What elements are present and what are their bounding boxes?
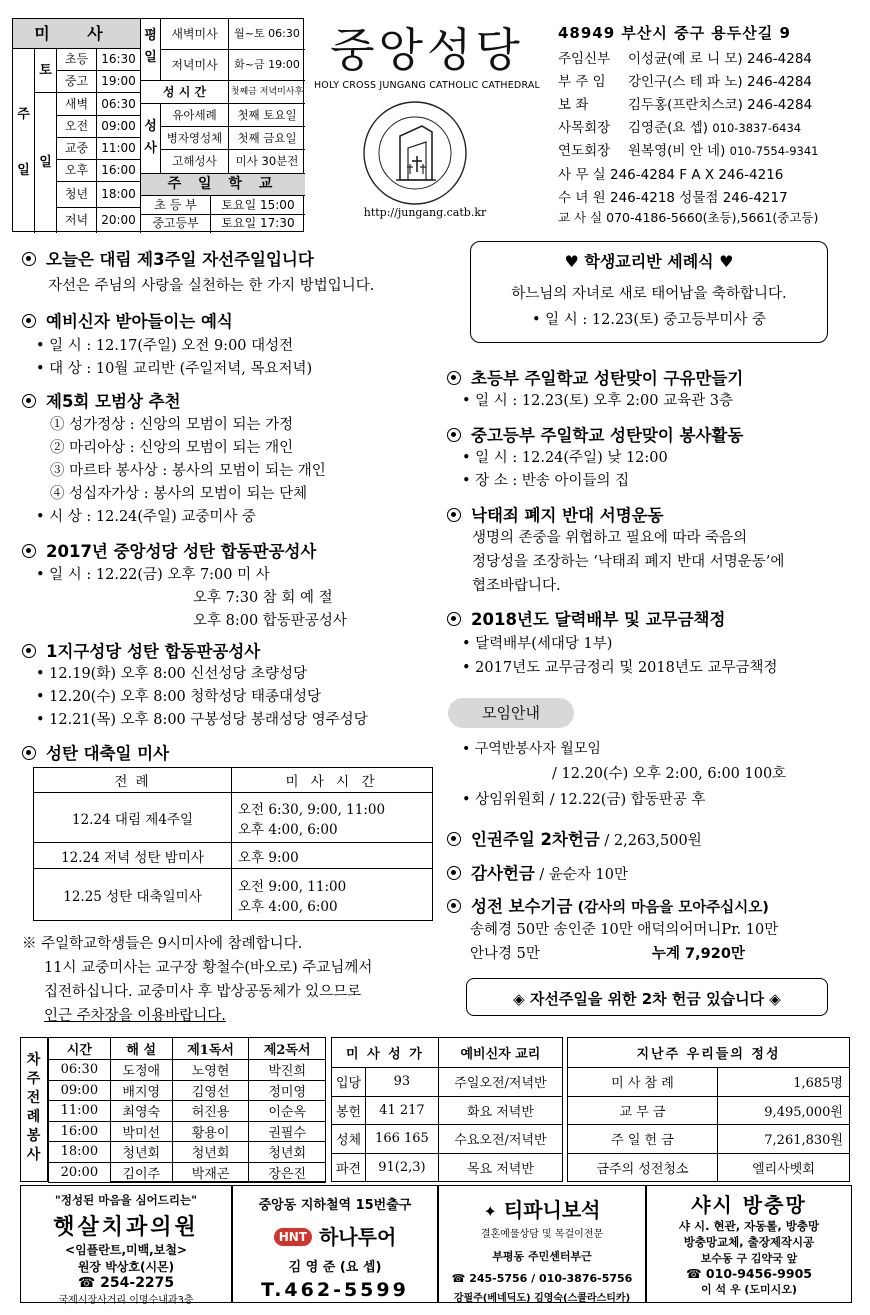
ad-line: 강필주(베네딕도) 김영숙(스콜라스티카) bbox=[453, 1293, 631, 1304]
church-english-name: HOLY CROSS JUNGANG CATHOLIC CATHEDRAL bbox=[313, 80, 541, 91]
sacrament-row-time: 첫째 금요일 bbox=[229, 127, 305, 150]
sec-catechumen-line: • 대 상 : 10월 교리반 (주일저녁, 목요저녁) bbox=[36, 361, 313, 377]
sunday-row-label: 교중 bbox=[57, 138, 97, 160]
sec-catechumen-title bbox=[22, 308, 233, 332]
sunday-row-label: 저녁 bbox=[57, 208, 97, 233]
staff-phone: 010-7554-9341 bbox=[729, 144, 819, 158]
section-title-text: 2017년 중앙성당 성탄 합동판공성사 bbox=[46, 542, 317, 561]
sacrament-vertical: 성 사 bbox=[141, 104, 161, 174]
sec-volunteer-title bbox=[447, 422, 743, 446]
sunday-row-time: 06:30 bbox=[97, 93, 141, 116]
sec-award-line: ① 성가정상 : 신앙의 모범이 되는 가정 bbox=[50, 417, 294, 433]
sunday-row-label: 오후 bbox=[57, 160, 97, 182]
sec-building-fund bbox=[447, 893, 769, 917]
section-title-text: 성전 보수기금 bbox=[471, 897, 573, 916]
sat-row-label: 초등 bbox=[57, 49, 97, 71]
ad-line: 국제시장사거리 이명수내과3층 bbox=[58, 1295, 194, 1306]
table-cell: 허진용 bbox=[172, 1101, 249, 1122]
staff-row bbox=[558, 93, 858, 113]
bullet-icon bbox=[447, 508, 461, 522]
sec-petition-line: 정당성을 조장하는 ‘낙태죄 폐지 반대 서명운동’에 bbox=[472, 554, 785, 570]
hnt-logo-icon: HNT bbox=[274, 1228, 312, 1246]
staff-role: 부 주 임 bbox=[558, 74, 606, 90]
sacrament-row-label: 유아세례 bbox=[161, 104, 229, 127]
table-cell: 금주의 성전청소 bbox=[568, 1153, 718, 1182]
table-cell: 박진희 bbox=[249, 1060, 326, 1081]
sec-district-line: • 12.21(목) 오후 8:00 구봉성당 봉래성당 영주성당 bbox=[36, 712, 368, 728]
table-cell: 청년회 bbox=[110, 1142, 172, 1163]
fund-line: 안나경 5만 bbox=[470, 946, 540, 962]
bullet-icon bbox=[22, 544, 36, 558]
table-cell: 청년회 bbox=[172, 1142, 249, 1163]
table-cell: 166 165 bbox=[366, 1125, 439, 1154]
sec-charity-sunday-body: 자선은 주님의 사랑을 실천하는 한 가지 방법입니다. bbox=[48, 278, 375, 294]
section-title-text: 오늘은 대림 제3주일 자선주일입니다 bbox=[46, 250, 314, 269]
ad-title: 햇살치과의원 bbox=[53, 1215, 199, 1240]
section-title-text: 인권주일 2차헌금 bbox=[471, 830, 600, 849]
bullet-icon bbox=[22, 746, 36, 760]
servers-table bbox=[48, 1037, 326, 1183]
bullet-icon bbox=[22, 394, 36, 408]
section-title-text: 중고등부 주일학교 성탄맞이 봉사활동 bbox=[471, 426, 744, 445]
mass-grid bbox=[12, 18, 304, 232]
table-cell: 봉헌 bbox=[332, 1096, 366, 1125]
sec-district-line: • 12.19(화) 오후 8:00 신선성당 초량성당 bbox=[36, 666, 308, 682]
ad-travel-logo bbox=[233, 1221, 437, 1250]
table-header: 제2독서 bbox=[249, 1038, 326, 1060]
section-value: / 윤순자 10만 bbox=[534, 867, 628, 883]
ad-line: 중앙동 지하철역 15번출구 bbox=[258, 1198, 412, 1213]
sec-calendar-line: • 달력배부(세대당 1부) bbox=[462, 636, 613, 652]
sacrament-row-time: 미사 30분전 bbox=[229, 150, 305, 174]
table-cell: 권필수 bbox=[249, 1121, 326, 1142]
table-cell: 06:30 bbox=[49, 1060, 111, 1081]
bullet-icon bbox=[22, 644, 36, 658]
meeting-info-label: 모임안내 bbox=[448, 698, 574, 728]
church-url-link[interactable]: http://jungang.catb.kr bbox=[363, 206, 487, 219]
sunday-school-elem-time: 토요일 15:00 bbox=[211, 196, 305, 215]
church-seal-icon bbox=[360, 98, 470, 208]
table-cell: 7,261,830원 bbox=[718, 1125, 850, 1154]
sat-row-time: 19:00 bbox=[97, 71, 141, 93]
time-line: 오전 9:00, 11:00 bbox=[238, 878, 347, 895]
ad-line: 방충망교체, 출장제작시공 bbox=[683, 1235, 815, 1249]
ad-title: 하나투어 bbox=[318, 1225, 397, 1249]
sacrament-row-label: 고해성사 bbox=[161, 150, 229, 174]
table-cell: 노영현 bbox=[172, 1060, 249, 1081]
holy-hour-value: 첫째금 저녁미사후 bbox=[229, 81, 305, 104]
sunday-school-title: 주 일 학 교 bbox=[141, 174, 305, 196]
church-name: 중앙성당 bbox=[330, 23, 524, 77]
sec-confession-line: • 일 시 : 12.22(금) 오후 7:00 미 사 bbox=[36, 567, 270, 583]
sec-confession-line: 오후 7:30 참 회 예 절 bbox=[193, 590, 333, 606]
ad-title: 티파니보석 bbox=[503, 1198, 601, 1222]
baptism-title: ♥ 학생교리반 세례식 ♥ bbox=[564, 252, 734, 271]
time-line: 오전 6:30, 9:00, 11:00 bbox=[238, 801, 386, 818]
sec-district-title bbox=[22, 638, 260, 662]
sec-volunteer-line: • 일 시 : 12.24(주일) 낮 12:00 bbox=[462, 450, 668, 466]
stats-table bbox=[567, 1037, 850, 1182]
office-contact-line: 수 녀 원 246-4218 성물점 246-4217 bbox=[558, 190, 788, 206]
servers-vertical-title: 차 주 전 례 봉 사 bbox=[20, 1037, 48, 1182]
sunday-school-mid-label: 중고등부 bbox=[141, 215, 211, 233]
sec-award-line: ④ 성십자가상 : 봉사의 모범이 되는 단체 bbox=[50, 486, 308, 502]
sec-catechumen-line: • 일 시 : 12.17(주일) 오전 9:00 대성전 bbox=[36, 338, 294, 354]
ad-jewelry bbox=[438, 1185, 646, 1303]
fund-line: 송혜경 50만 송인준 10만 애덕의어머니Pr. 10만 bbox=[470, 922, 779, 938]
table-header: 예비신자 교리 bbox=[438, 1038, 562, 1068]
note-line: 인근 주차장을 이용바랍니다. bbox=[44, 1008, 226, 1024]
ad-travel bbox=[232, 1185, 438, 1303]
staff-phone: 246-4284 bbox=[747, 74, 812, 90]
sunday-row-time: 20:00 bbox=[97, 208, 141, 233]
table-cell: 배지영 bbox=[110, 1080, 172, 1101]
table-header: 해 설 bbox=[110, 1038, 172, 1060]
table-cell: 도정애 bbox=[110, 1060, 172, 1081]
staff-name: 원복영(비 안 네) bbox=[628, 143, 726, 159]
table-cell: 교 무 금 bbox=[568, 1096, 718, 1125]
section-title-text: 낙태죄 폐지 반대 서명운동 bbox=[471, 506, 664, 525]
section-title-text: 감사헌금 bbox=[471, 864, 535, 883]
table-cell: 엘리사벳회 bbox=[718, 1153, 850, 1182]
table-cell: 김영선 bbox=[172, 1080, 249, 1101]
ad-line: 김 영 준 (요 셉) bbox=[288, 1260, 382, 1275]
sunday-row-label: 청년 bbox=[57, 182, 97, 208]
sec-petition-line: 협조바랍니다. bbox=[472, 578, 561, 594]
note-line: 집전하십니다. 교중미사 후 밥상공동체가 있으므로 bbox=[44, 984, 362, 1000]
sunday-school-mid-time: 토요일 17:30 bbox=[221, 216, 295, 230]
sec-confession-line: 오후 8:00 합동판공성사 bbox=[193, 613, 347, 629]
table-cell bbox=[232, 793, 433, 843]
bullet-icon bbox=[447, 832, 461, 846]
sec-crib-line: • 일 시 : 12.23(토) 오후 2:00 교육관 3층 bbox=[462, 393, 733, 409]
staff-row bbox=[558, 47, 858, 67]
sec-award-line: ② 마리아상 : 신앙의 모범이 되는 개인 bbox=[50, 440, 294, 456]
weekday-col: 평 일 bbox=[141, 19, 161, 81]
sec-thanks bbox=[447, 860, 628, 884]
bullet-icon bbox=[22, 252, 36, 266]
table-cell: 오후 9:00 bbox=[232, 843, 433, 869]
meeting-line: • 구역반봉사자 월모임 bbox=[462, 741, 601, 757]
choir-table bbox=[331, 1037, 563, 1182]
section-title-text: 예비신자 받아들이는 예식 bbox=[46, 312, 233, 331]
sec-crib-title bbox=[447, 365, 743, 389]
sec-christmas-title bbox=[22, 740, 169, 764]
table-cell: 12.25 성탄 대축일미사 bbox=[34, 869, 232, 921]
bullet-icon bbox=[447, 899, 461, 913]
time-line: 오후 4:00, 6:00 bbox=[238, 898, 338, 915]
table-cell bbox=[232, 869, 433, 921]
sec-confession-title bbox=[22, 538, 316, 562]
ad-jewelry-title bbox=[439, 1194, 645, 1223]
ad-line: "정성된 마음을 심어드리는" bbox=[54, 1193, 198, 1207]
table-cell: 1,685명 bbox=[718, 1068, 850, 1097]
sat-row-label: 중고 bbox=[57, 71, 97, 93]
sec-charity-sunday-title bbox=[22, 246, 314, 270]
bullet-icon bbox=[447, 866, 461, 880]
sunday-vertical-label: 주 일 bbox=[13, 49, 35, 233]
table-cell: 수요오전/저녁반 bbox=[438, 1125, 562, 1154]
table-cell: 목요 저녁반 bbox=[438, 1153, 562, 1182]
table-cell: 황용이 bbox=[172, 1121, 249, 1142]
sec-award-title bbox=[22, 388, 181, 412]
weekday-evening-label-cell: 저녁미사 bbox=[161, 50, 229, 81]
holy-hour-label: 성 시 간 bbox=[141, 81, 229, 104]
table-cell: 9,495,000원 bbox=[718, 1096, 850, 1125]
table-header: 시간 bbox=[49, 1038, 111, 1060]
table-cell: 91(2,3) bbox=[366, 1153, 439, 1182]
table-cell: 성체 bbox=[332, 1125, 366, 1154]
meeting-line: / 12.20(수) 오후 2:00, 6:00 100호 bbox=[552, 766, 787, 782]
weekday-dawn-time-cell: 월~토 06:30 bbox=[229, 19, 305, 50]
office-contact-line: 사 무 실 246-4284 F A X 246-4216 bbox=[558, 167, 784, 183]
staff-role: 연도회장 bbox=[558, 143, 611, 159]
sacrament-row-label: 병자영성체 bbox=[161, 127, 229, 150]
table-cell: 입당 bbox=[332, 1068, 366, 1097]
fund-total: 누계 7,920만 bbox=[652, 946, 745, 962]
table-cell: 18:00 bbox=[49, 1142, 111, 1163]
time-line: 오후 4:00, 6:00 bbox=[238, 821, 338, 838]
section-title-text: 1지구성당 성탄 합동판공성사 bbox=[46, 642, 261, 661]
table-cell: 화요 저녁반 bbox=[438, 1096, 562, 1125]
sunday-row-time: 11:00 bbox=[97, 138, 141, 160]
table-cell: 박미선 bbox=[110, 1121, 172, 1142]
note-line: ※ 주일학교학생들은 9시미사에 참례합니다. bbox=[22, 936, 303, 952]
diamond-icon: ✦ bbox=[483, 1202, 497, 1221]
ad-line: 보수동 구 김약국 앞 bbox=[700, 1252, 798, 1265]
section-title-text: 제5회 모범상 추천 bbox=[46, 392, 181, 411]
table-header: 제1독서 bbox=[172, 1038, 249, 1060]
sunday-day-cell: 일 bbox=[35, 93, 57, 233]
table-header: 미 사 시 간 bbox=[232, 768, 433, 793]
table-cell: 정미영 bbox=[249, 1080, 326, 1101]
sunday-row-time: 18:00 bbox=[97, 182, 141, 208]
ad-line: 이 석 우 (도미시오) bbox=[701, 1283, 797, 1296]
ad-phone: ☎ 010-9456-9905 bbox=[686, 1266, 812, 1281]
table-cell: 12.24 저녁 성탄 밤미사 bbox=[34, 843, 232, 869]
section-note: (감사의 마음을 모아주십시오) bbox=[572, 900, 769, 916]
staff-role: 주임신부 bbox=[558, 51, 611, 67]
section-title-text: 초등부 주일학교 성탄맞이 구유만들기 bbox=[471, 369, 744, 388]
table-cell: 11:00 bbox=[49, 1101, 111, 1122]
ad-line: 샤 시. 현관, 자동롤, 방충망 bbox=[678, 1219, 820, 1233]
sunday-row-label: 새벽 bbox=[57, 93, 97, 116]
table-cell: 41 217 bbox=[366, 1096, 439, 1125]
note-line: 11시 교중미사는 교구장 황철수(바오로) 주교님께서 bbox=[44, 960, 373, 976]
bullet-icon bbox=[22, 314, 36, 328]
sec-human-rights bbox=[447, 826, 702, 850]
table-cell: 이순옥 bbox=[249, 1101, 326, 1122]
sat-cell: 토 bbox=[35, 49, 57, 93]
ad-line: 결혼예물상담 및 목걸이전문 bbox=[480, 1229, 604, 1240]
table-cell: 미 사 참 례 bbox=[568, 1068, 718, 1097]
table-cell: 청년회 bbox=[249, 1142, 326, 1163]
ad-phone: T.462-5599 bbox=[261, 1279, 409, 1301]
ad-line: 부평동 주민센터부근 bbox=[492, 1250, 592, 1263]
staff-phone: 246-4284 bbox=[747, 51, 812, 67]
sec-petition-title bbox=[447, 502, 664, 526]
ad-line: <임플란트,미백,보철> bbox=[65, 1243, 187, 1257]
weekday-dawn-label-cell: 새벽미사 bbox=[161, 19, 229, 50]
table-cell: 주일오전/저녁반 bbox=[438, 1068, 562, 1097]
staff-name: 김영준(요 셉) bbox=[628, 120, 709, 136]
sec-calendar-title bbox=[447, 606, 725, 630]
office-contact-line: 교 사 실 070-4186-5660(초등),5661(중고등) bbox=[558, 210, 819, 225]
sec-volunteer-line: • 장 소 : 반송 아이들의 집 bbox=[462, 473, 630, 489]
section-title-text: 성탄 대축일 미사 bbox=[46, 744, 170, 763]
ad-title: 샤시 방충망 bbox=[691, 1193, 807, 1217]
weekday-evening-time-cell: 화~금 19:00 bbox=[229, 50, 305, 81]
bullet-icon bbox=[447, 428, 461, 442]
table-header: 전 례 bbox=[34, 768, 232, 793]
sacrament-row-time: 첫째 토요일 bbox=[229, 104, 305, 127]
staff-name: 김두홍(프란치스코) bbox=[628, 97, 743, 113]
sec-district-line: • 12.20(수) 오후 8:00 청학성당 태종대성당 bbox=[36, 689, 322, 705]
christmas-mass-table bbox=[33, 767, 433, 921]
baptism-line: 하느님의 자녀로 새로 태어남을 축하합니다. bbox=[511, 286, 787, 302]
baptism-line: • 일 시 : 12.23(토) 중고등부미사 중 bbox=[532, 312, 766, 328]
sec-calendar-line: • 2017년도 교무금정리 및 2018년도 교무금책정 bbox=[462, 660, 778, 676]
table-cell: 09:00 bbox=[49, 1080, 111, 1101]
table-header: 미 사 성 가 bbox=[332, 1038, 439, 1068]
sec-petition-line: 생명의 존중을 위협하고 필요에 따라 죽음의 bbox=[472, 530, 748, 546]
ad-phone: ☎ 254-2275 bbox=[77, 1275, 175, 1291]
staff-phone: 010-3837-6434 bbox=[712, 121, 802, 135]
table-cell: 파견 bbox=[332, 1153, 366, 1182]
staff-name: 이성균(예 로 니 모) bbox=[628, 51, 743, 67]
staff-phone: 246-4284 bbox=[747, 97, 813, 113]
bullet-icon bbox=[447, 612, 461, 626]
sunday-school-elem-label: 초 등 부 bbox=[141, 196, 211, 215]
section-value: / 2,263,500원 bbox=[599, 833, 702, 849]
table-cell: 최영숙 bbox=[110, 1101, 172, 1122]
staff-row bbox=[558, 70, 858, 90]
ad-phone: ☎ 245-5756 / 010-3876-5756 bbox=[451, 1272, 633, 1285]
staff-role: 사목회장 bbox=[558, 120, 611, 136]
staff-role: 보 좌 bbox=[558, 97, 589, 113]
table-cell: 장은진 bbox=[249, 1162, 326, 1183]
sunday-row-time: 16:00 bbox=[97, 160, 141, 182]
sunday-row-time: 09:00 bbox=[97, 116, 141, 138]
meeting-line: • 상임위원회 / 12.22(금) 합동판공 후 bbox=[462, 792, 706, 808]
ad-dental bbox=[20, 1185, 232, 1306]
table-cell: 12.24 대림 제4주일 bbox=[34, 793, 232, 843]
sat-row-time: 16:30 bbox=[97, 49, 141, 71]
table-cell: 박재곤 bbox=[172, 1162, 249, 1183]
sec-award-line: ③ 마르타 봉사상 : 봉사의 모범이 되는 개인 bbox=[50, 463, 326, 479]
sec-award-date: • 시 상 : 12.24(주일) 교중미사 중 bbox=[36, 509, 256, 525]
staff-row bbox=[558, 116, 858, 136]
table-cell: 주 일 헌 금 bbox=[568, 1125, 718, 1154]
staff-name: 강인구(스 테 파 노) bbox=[628, 74, 743, 90]
table-header: 지난주 우리들의 정성 bbox=[568, 1038, 850, 1068]
table-cell: 93 bbox=[366, 1068, 439, 1097]
table-cell: 김이주 bbox=[110, 1162, 172, 1183]
charity-banner-text: ◈ 자선주일을 위한 2차 헌금 있습니다 ◈ bbox=[513, 990, 781, 1008]
sunday-row-label: 오전 bbox=[57, 116, 97, 138]
table-cell: 16:00 bbox=[49, 1121, 111, 1142]
ad-line: 원장 박상호(시몬) bbox=[77, 1260, 175, 1274]
mass-title-cell: 미 사 bbox=[13, 19, 141, 49]
table-cell: 20:00 bbox=[49, 1162, 111, 1183]
staff-row bbox=[558, 139, 858, 159]
section-title-text: 2018년도 달력배부 및 교무금책정 bbox=[471, 610, 726, 629]
ad-window bbox=[646, 1185, 852, 1303]
bullet-icon bbox=[447, 371, 461, 385]
church-address: 48949 부산시 중구 용두산길 9 bbox=[558, 24, 791, 42]
